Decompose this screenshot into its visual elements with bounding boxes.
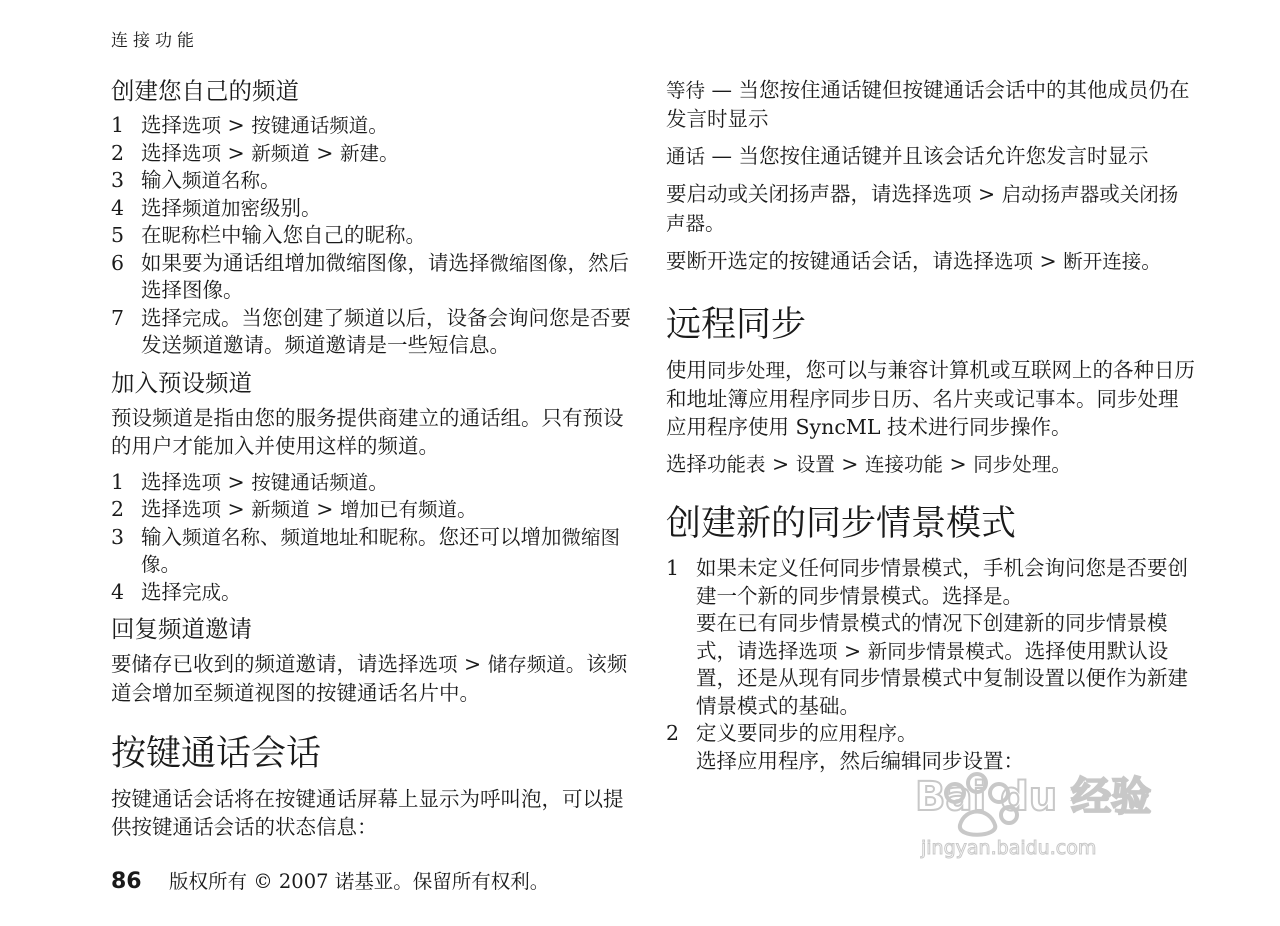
watermark-logo-text: Bai du 经验 xyxy=(915,774,1152,820)
heading-reply-invite: 回复频道邀请 xyxy=(111,615,252,643)
left-column xyxy=(111,76,631,850)
join-channel-description: 预设频道是指由您的服务提供商建立的通话组。只有预设的用户才能加入并使用这样的频道。 xyxy=(111,405,624,458)
copyright-notice: 版权所有 © 2007 诺基亚。保留所有权利。 xyxy=(169,870,550,893)
list-item: 1 如果未定义任何同步情景模式，手机会询问您是否要创建一个新的同步情景模式。选择是。 要在已有同步情景模式的情况下创建新的同步情景模式，请选择选项 > 新同步情景模式。选择使用默认设置，还是从现有同步情景模式中复制设置以便作为新建情景模式的基础。 xyxy=(666,556,1188,718)
heading-join-channel: 加入预设频道 xyxy=(111,368,252,397)
list-item: 3 输入频道名称、频道地址和昵称。您还可以增加微缩图像。 xyxy=(111,524,621,576)
list-item: 2 选择选项 > 新频道 > 增加已有频道。 xyxy=(111,497,478,521)
heading-create-channel: 创建您自己的频道 xyxy=(111,77,299,105)
section-header: 连接功能 xyxy=(111,31,199,51)
list-item: 4 选择频道加密级别。 xyxy=(111,195,322,220)
list-item: 1 选择选项 > 按键通话频道。 xyxy=(111,469,389,494)
join-channel-steps xyxy=(111,469,631,607)
watermark-url: jingyan.baidu.com xyxy=(921,837,1097,859)
heading-remote-sync: 远程同步 xyxy=(666,305,807,345)
status-waiting-text: 等待 — 当您按住通话键但按键通话会话中的其他成员仍在发言时显示 xyxy=(666,78,1190,131)
heading-new-sync-profile: 创建新的同步情景模式 xyxy=(666,504,1017,544)
list-item: 2 选择选项 > 新频道 > 新建。 xyxy=(111,140,400,165)
list-item: 2 定义要同步的应用程序。 选择应用程序，然后编辑同步设置： xyxy=(666,721,1024,773)
remote-sync-menu-path: 选择功能表 > 设置 > 连接功能 > 同步处理。 xyxy=(666,452,1072,476)
list-item: 6 如果要为通话组增加微缩图像，请选择微缩图像，然后选择图像。 xyxy=(111,250,630,302)
new-profile-steps xyxy=(666,555,1196,775)
list-item: 1 选择选项 > 按键通话频道。 xyxy=(111,113,389,137)
speaker-text: 要启动或关闭扬声器，请选择选项 > 启动扬声器或关闭扬声器。 xyxy=(666,182,1179,235)
list-item: 3 输入频道名称。 xyxy=(111,168,281,192)
ptt-session-description: 按键通话会话将在按键通话屏幕上显示为呼叫泡，可以提供按键通话会话的状态信息： xyxy=(111,787,624,839)
list-item: 7 选择完成。当您创建了频道以后，设备会询问您是否要发送频道邀请。频道邀请是一些短信息。 xyxy=(111,305,632,357)
page-footer xyxy=(111,866,549,894)
list-item: 4 选择完成。 xyxy=(111,579,242,604)
reply-invite-text: 要储存已收到的频道邀请，请选择选项 > 储存频道。该频道会增加至频道视图的按键通话名片中。 xyxy=(111,652,628,705)
list-item: 5 在昵称栏中输入您自己的昵称。 xyxy=(111,223,427,247)
create-channel-steps xyxy=(111,112,631,360)
remote-sync-description: 使用同步处理，您可以与兼容计算机或互联网上的各种日历和地址簿应用程序同步日历、名片夹或记事本。同步处理应用程序使用 SyncML 技术进行同步操作。 xyxy=(666,358,1196,439)
disconnect-text: 要断开选定的按键通话会话，请选择选项 > 断开连接。 xyxy=(666,249,1162,273)
right-column xyxy=(666,76,1196,783)
status-talking-text: 通话 — 当您按住通话键并且该会话允许您发言时显示 xyxy=(666,144,1149,168)
page-number: 86 xyxy=(111,869,142,894)
heading-ptt-session: 按键通话会话 xyxy=(111,734,322,774)
